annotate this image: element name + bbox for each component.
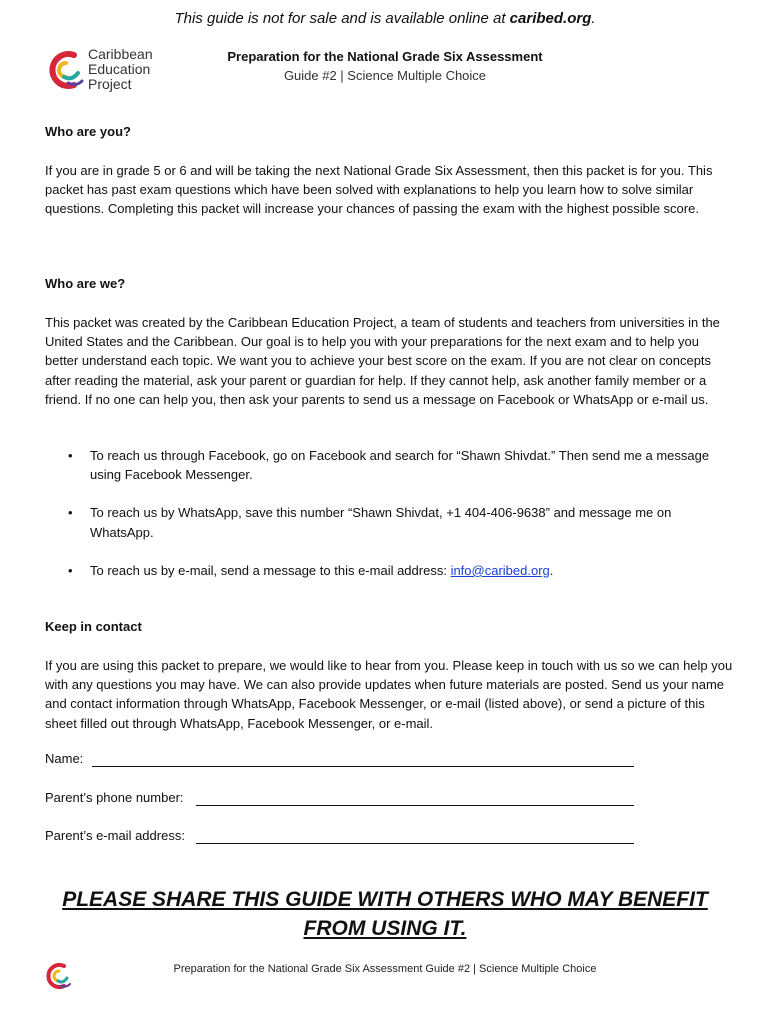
share-line-2: FROM USING IT. <box>303 917 467 940</box>
logo-line-1: Caribbean <box>88 46 153 62</box>
name-input-line[interactable] <box>92 766 634 767</box>
top-note-site: caribed.org <box>509 10 592 27</box>
top-note <box>0 10 770 27</box>
paragraph-who-are-you: If you are in grade 5 or 6 and will be taking the next National Grade Six Assessment, then this packet is for you. This packet has past exam questions which have been solved with explanations to help you learn how to solve similar questions. Completing this packet will increase your chances of passing the exam with the highest possible score. <box>45 163 713 217</box>
document-title: Preparation for the National Grade Six Assessment <box>227 49 543 64</box>
email-field-label: Parent’s e-mail address: <box>45 828 185 843</box>
heading-who-are-you: Who are you? <box>45 124 131 139</box>
paragraph-who-are-we: This packet was created by the Caribbean Education Project, a team of students and teachers from universities in the United States and the Caribbean. Our goal is to help you with your preparations for the next exam and to help you better understand each topic. We want you to achieve your best score on the exam. If you are not clear on concepts after reading the material, ask your parent or guardian for help. If they cannot help, ask another family member or a friend. If no one can help you, then ask your parents to send us a message on Facebook or WhatsApp or e-mail us. <box>45 315 720 407</box>
email-link[interactable]: info@caribed.org <box>450 562 550 578</box>
contact-methods-list <box>68 446 728 580</box>
heading-who-are-we: Who are we? <box>45 276 126 291</box>
logo-line-3: Project <box>88 76 132 92</box>
phone-field-label: Parent’s phone number: <box>45 790 184 805</box>
caribbean-education-logo-icon <box>44 47 88 93</box>
email-prefix: To reach us by e-mail, send a message to this e-mail address: <box>90 562 451 578</box>
page-footer: Preparation for the National Grade Six Assessment Guide #2 | Science Multiple Choice <box>173 963 597 975</box>
logo-text <box>88 47 153 92</box>
email-suffix: . <box>549 562 554 578</box>
document-subtitle: Guide #2 | Science Multiple Choice <box>283 68 487 83</box>
name-field-label: Name: <box>45 751 84 766</box>
paragraph-keep-in-contact: If you are using this packet to prepare, we would like to hear from you. Please keep in touch with us so we can help you with any questions you may have. We can also provide updates when future materials are posted. Send us your name and contact information through WhatsApp, Facebook Messenger, or e-mail (listed above), or send a picture of this sheet filled out through WhatsApp, Facebook Messenger, or e-mail. <box>45 658 733 731</box>
email-input-line[interactable] <box>196 843 634 844</box>
list-item-whatsapp: • To reach us by WhatsApp, save this number “Shawn Shivdat, +1 404-406-9638” and message me on WhatsApp. <box>68 503 728 541</box>
top-note-suffix: . <box>591 10 596 27</box>
top-note-prefix: This guide is not for sale and is available online at <box>174 10 510 27</box>
phone-input-line[interactable] <box>196 805 634 806</box>
list-item-facebook: • To reach us through Facebook, go on Facebook and search for “Shawn Shivdat.” Then send me a message using Facebook Messenger. <box>68 446 728 484</box>
share-message <box>0 885 770 943</box>
heading-keep-in-contact: Keep in contact <box>45 619 142 634</box>
list-item-email <box>68 561 728 580</box>
logo-line-2: Education <box>88 61 151 77</box>
share-line-1: PLEASE SHARE THIS GUIDE WITH OTHERS WHO MAY BENEFIT <box>62 888 708 911</box>
